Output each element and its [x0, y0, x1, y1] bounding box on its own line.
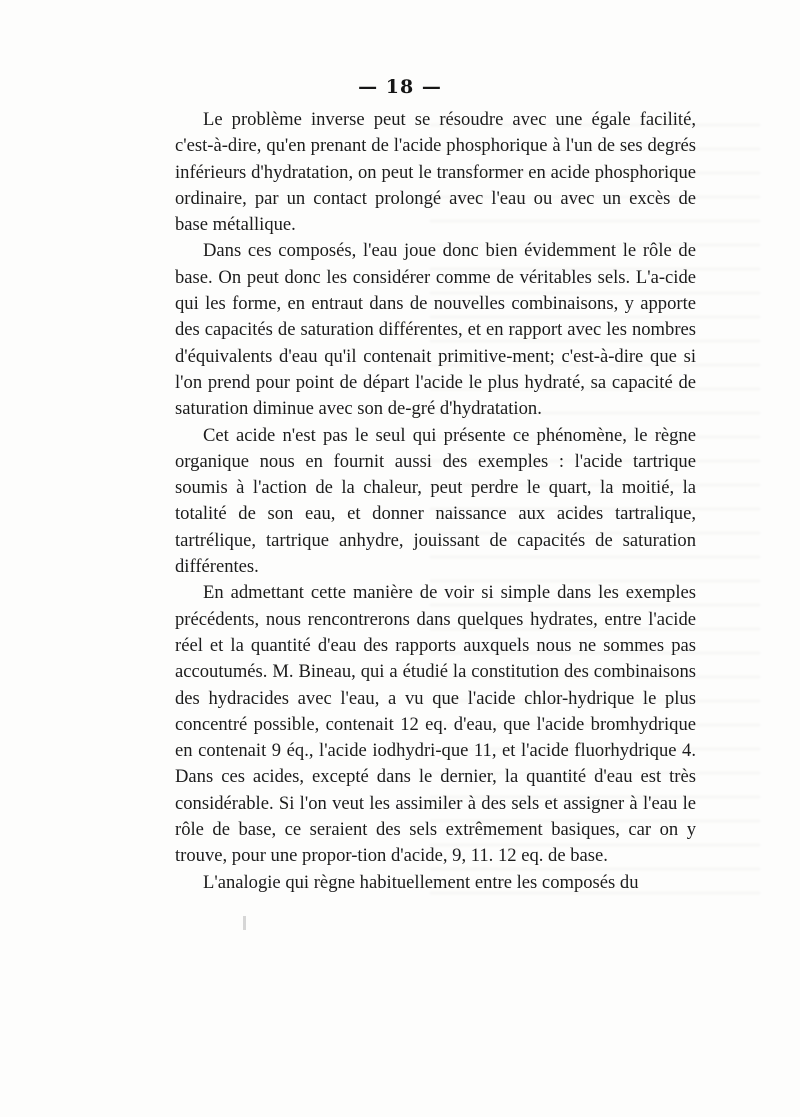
stray-mark: [243, 916, 246, 930]
paragraph-analogy: L'analogie qui règne habituellement entre les composés du: [203, 871, 639, 893]
paragraph-tartaric-acid: Cet acide n'est pas le seul qui présente ce phénomène, le règne organique nous en fournit aussi des exemples : l'acide tartrique soumis à l'action de la chaleur, peut perdre le quart, la moitié, la totalité de son eau, et donner naissance aux acides tartralique, tartrélique, tartrique anhydre, jouissant de capacités de saturation différentes.: [175, 424, 696, 578]
paragraph-water-as-base: Dans ces composés, l'eau joue donc bien évidemment le rôle de base. On peut donc les considérer comme de véritables sels. L'a-cide qui les forme, en entraut dans de nouvelles combinaisons, y apporte des capacités de saturation différentes, et en rapport avec les nombres d'équivalents d'eau qu'il contenait primitive-ment; c'est-à-dire que si l'on prend pour point de départ l'acide le plus hydraté, sa capacité de saturation diminue avec son de-gré d'hydratation.: [175, 240, 696, 420]
body-text: [175, 107, 696, 896]
paragraph-inverse-problem: Le problème inverse peut se résoudre avec une égale facilité, c'est-à-dire, qu'en prenant de l'acide phosphorique à l'un de ses degrés inférieurs d'hydratation, on peut le transformer en acide phosphorique ordinaire, par un contact prolongé avec l'eau ou avec un excès de base métallique.: [175, 109, 696, 236]
paragraph-hydracids: En admettant cette manière de voir si simple dans les exemples précédents, nous rencontrerons dans quelques hydrates, entre l'acide réel et la quantité d'eau des rapports auxquels nous ne sommes pas accoutumés. M. Bineau, qui a étudié la constitution des combinaisons des hydracides avec l'eau, a vu que l'acide chlor-hydrique le plus concentré possible, contenait 12 eq. d'eau, que l'acide bromhydrique en contenait 9 éq., l'acide iodhydri-que 11, et l'acide fluorhydrique 4. Dans ces acides, excepté dans le dernier, la quantité d'eau est très considérable. Si l'on veut les assimiler à des sels et assigner à l'eau le rôle de base, ce seraient des sels extrêmement basiques, car on y trouve, pour une propor-tion d'acide, 9, 11. 12 eq. de base.: [175, 582, 696, 867]
page-number: — 18 —: [358, 76, 442, 98]
